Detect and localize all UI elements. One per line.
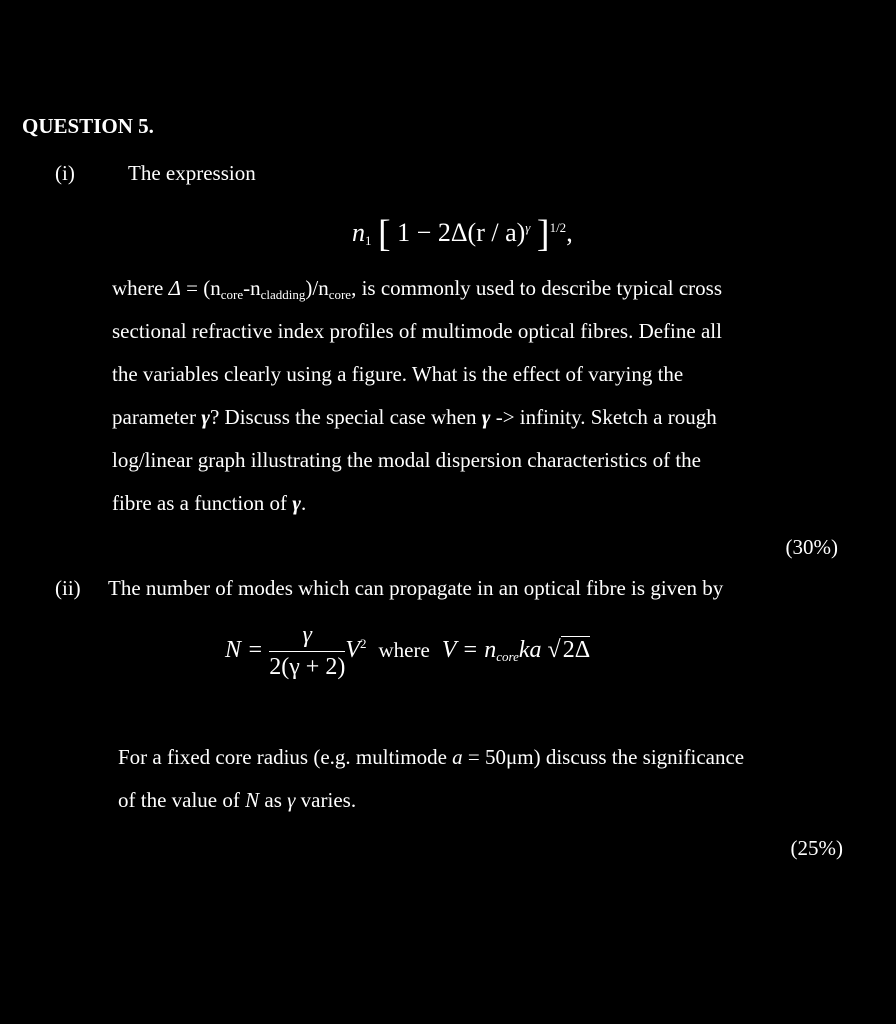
refractive-index-equation: $n_1$ [ 1 − 2Δ(r / a)$^\gamma$ ]$^{1/2}$, — [352, 213, 573, 255]
part-ii-intro: The number of modes which can propagate in an optical fibre is given by — [108, 576, 724, 600]
part-i-line-6: fibre as a function of γ. — [112, 491, 307, 515]
part-i-intro: The expression — [128, 161, 256, 185]
number-of-modes-equation: N = $\frac{\gamma}{2(\gamma + 2)}$ $V^2$ where $V = n_{core}ka$ √2Δ — [225, 622, 591, 680]
part-i-line-1: where $\Delta = (n_{core}-n_{cladding})/n_{core}$, is commonly used to describe typical cross — [112, 276, 723, 302]
part-i-body — [112, 267, 839, 525]
part-i-marks: (30%) — [785, 535, 838, 559]
part-ii-line-1: For a fixed core radius (e.g. multimode a = 50μm) discuss the significance — [118, 745, 745, 769]
part-ii-line-2: of the value of N as γ varies. — [118, 788, 357, 812]
part-i-line-3: the variables clearly using a figure. What is the effect of varying the — [112, 362, 684, 386]
part-i-label: (i) — [55, 161, 75, 185]
part-i-line-4: parameter γ? Discuss the special case when γ -> infinity. Sketch a rough — [112, 405, 717, 429]
part-i-line-5: log/linear graph illustrating the modal dispersion characteristics of the — [112, 448, 701, 472]
part-ii-marks: (25%) — [790, 836, 843, 860]
question-title: QUESTION 5. — [22, 114, 154, 138]
part-ii-body — [118, 736, 744, 822]
part-i-line-2: sectional refractive index profiles of multimode optical fibres. Define all — [112, 319, 722, 343]
part-ii-label: (ii) — [55, 576, 81, 600]
